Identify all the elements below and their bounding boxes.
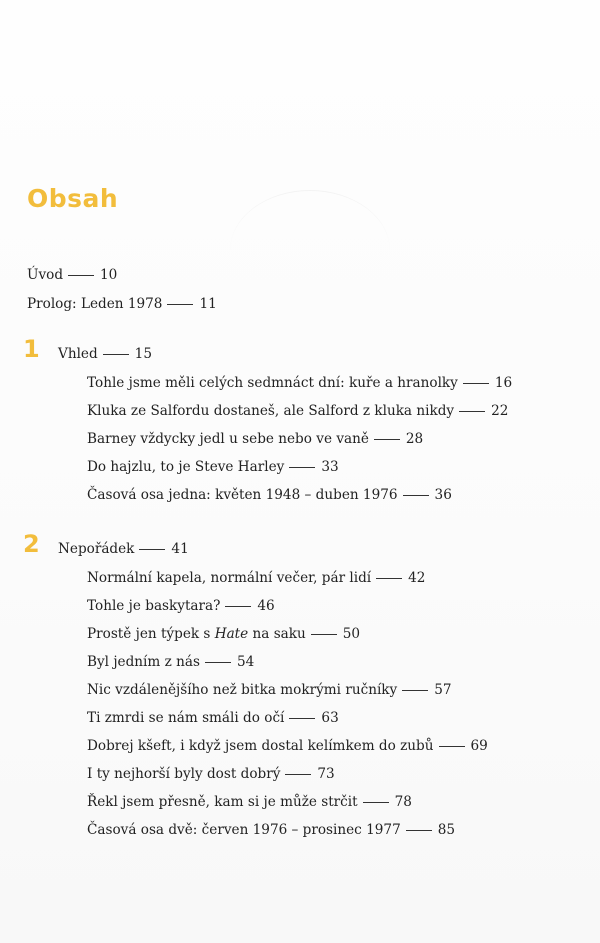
toc-entry[interactable]: [87, 487, 452, 503]
entry-title: Nic vzdálenějšího než bitka mokrými ručníky: [87, 682, 398, 698]
entry-page: 63: [321, 710, 339, 726]
leader-line: [205, 662, 231, 663]
part-number: 1: [23, 335, 40, 363]
entry-page: 50: [342, 626, 361, 642]
leader-line: [406, 830, 432, 831]
toc-entry[interactable]: [87, 794, 412, 810]
entry-title: Normální kapela, normální večer, pár lidí: [87, 570, 372, 586]
entry-page: 11: [199, 296, 217, 312]
toc-entry[interactable]: [87, 654, 254, 670]
leader-line: [311, 634, 337, 635]
toc-entry-uvod[interactable]: [27, 267, 117, 283]
entry-page: 33: [321, 459, 339, 475]
leader-line: [139, 549, 165, 550]
entry-title: Tohle je baskytara?: [87, 598, 221, 614]
leader-line: [402, 690, 428, 691]
leader-line: [363, 802, 389, 803]
entry-page: 73: [317, 766, 335, 782]
entry-title: Nepořádek: [58, 541, 135, 557]
entry-title: Barney vždycky jedl u sebe nebo ve vaně: [87, 431, 369, 447]
leader-line: [459, 411, 485, 412]
toc-entry[interactable]: [87, 431, 423, 447]
entry-title: Tohle jsme měli celých sedmnáct dní: kuře a hranolky: [87, 375, 458, 391]
entry-title: Řekl jsem přesně, kam si je může strčit: [87, 794, 358, 810]
entry-page: 42: [408, 570, 426, 586]
toc-entry[interactable]: [87, 570, 425, 586]
entry-page: 69: [470, 738, 488, 754]
leader-line: [439, 746, 465, 747]
title-part: Prostě jen týpek s: [87, 626, 215, 642]
entry-page: 78: [394, 794, 412, 810]
entry-page: 36: [434, 487, 452, 503]
leader-line: [103, 354, 129, 355]
paper-scuff: [230, 190, 390, 311]
leader-line: [225, 606, 251, 607]
entry-title: Ti zmrdi se nám smáli do očí: [87, 710, 285, 726]
leader-line: [463, 383, 489, 384]
title-part: na saku: [248, 626, 306, 642]
entry-title: Vhled: [58, 346, 98, 362]
entry-page: 22: [491, 403, 509, 419]
toc-entry[interactable]: [87, 766, 335, 782]
part-number: 2: [23, 530, 40, 558]
entry-title: Do hajzlu, to je Steve Harley: [87, 459, 285, 475]
toc-entry[interactable]: [87, 682, 452, 698]
entry-title: Prolog: Leden 1978: [27, 296, 163, 312]
entry-title: Dobrej kšeft, i když jsem dostal kelímkem do zubů: [87, 738, 434, 754]
toc-entry[interactable]: [87, 375, 512, 391]
toc-entry[interactable]: [87, 710, 339, 726]
entry-page: 57: [434, 682, 452, 698]
entry-page: 10: [100, 267, 118, 283]
toc-entry[interactable]: [87, 738, 488, 754]
toc-part-heading[interactable]: [58, 541, 189, 557]
leader-line: [289, 467, 315, 468]
entry-page: 54: [236, 654, 255, 670]
leader-line: [68, 275, 94, 276]
entry-page: 16: [494, 375, 513, 391]
toc-title: Obsah: [27, 184, 119, 213]
entry-page: 28: [405, 431, 424, 447]
leader-line: [374, 439, 400, 440]
leader-line: [285, 774, 311, 775]
leader-line: [376, 578, 402, 579]
entry-title: Časová osa dvě: červen 1976 – prosinec 1977: [87, 822, 401, 838]
entry-title: I ty nejhorší byly dost dobrý: [87, 766, 281, 782]
toc-part-heading[interactable]: [58, 346, 152, 362]
toc-entry[interactable]: [87, 598, 275, 614]
entry-page: 41: [171, 541, 189, 557]
entry-page: 85: [437, 822, 456, 838]
entry-page: 46: [257, 598, 275, 614]
toc-entry[interactable]: [87, 403, 508, 419]
entry-title: [87, 626, 306, 642]
entry-title: Byl jedním z nás: [87, 654, 200, 670]
entry-page: 15: [134, 346, 152, 362]
toc-entry-prolog[interactable]: [27, 296, 217, 312]
leader-line: [167, 304, 193, 305]
toc-entry[interactable]: [87, 822, 455, 838]
leader-line: [403, 495, 429, 496]
entry-title: Kluka ze Salfordu dostaneš, ale Salford z kluka nikdy: [87, 403, 455, 419]
entry-title: Časová osa jedna: květen 1948 – duben 1976: [87, 487, 398, 503]
toc-entry[interactable]: [87, 459, 339, 475]
entry-title: Úvod: [27, 267, 64, 283]
leader-line: [289, 718, 315, 719]
title-emphasis: Hate: [214, 626, 249, 642]
toc-entry[interactable]: [87, 626, 360, 642]
